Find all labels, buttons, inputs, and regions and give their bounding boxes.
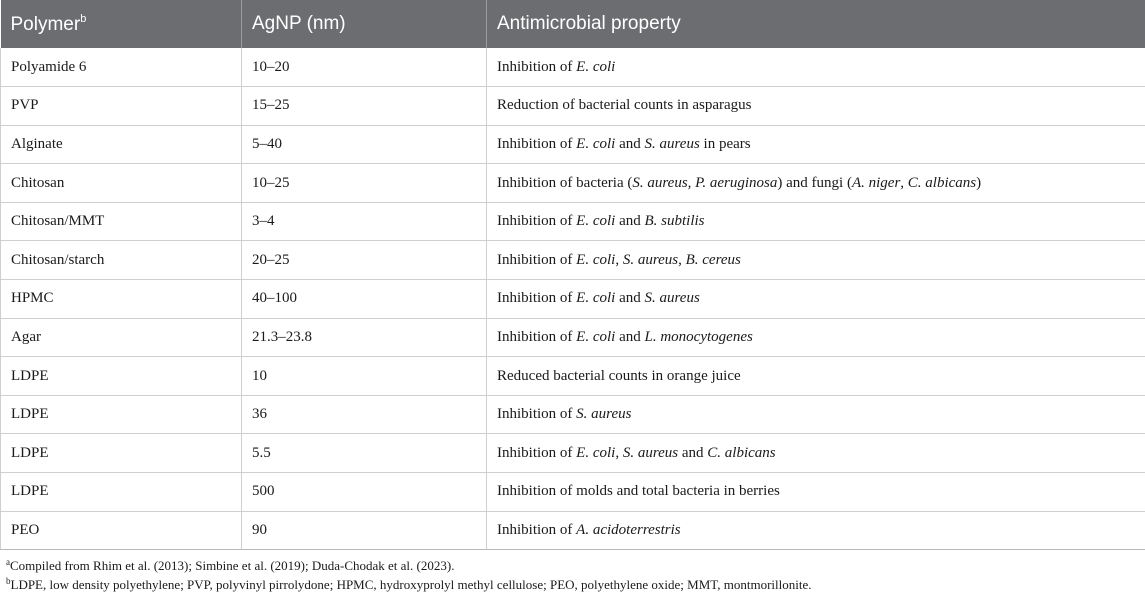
cell-polymer: Polyamide 6: [1, 48, 242, 87]
footnote-b: [6, 576, 812, 593]
property-text: ,: [900, 174, 908, 191]
property-text: and: [615, 135, 645, 152]
organism-name: S. aureus: [644, 135, 700, 152]
property-text: Inhibition of: [497, 406, 577, 423]
organism-name: S. aureus: [622, 251, 679, 268]
table-row: [1, 318, 1145, 357]
cell-polymer: Chitosan/MMT: [1, 202, 242, 241]
organism-name: E. coli: [576, 444, 616, 461]
cell-agnp: 3–4: [242, 202, 487, 241]
organism-name: A. acidoterrestris: [576, 521, 681, 538]
organism-name: S. aureus: [576, 406, 632, 423]
cell-agnp: 500: [242, 473, 487, 512]
header-agnp: AgNP (nm): [242, 0, 487, 48]
cell-antimicrobial-property: [487, 395, 1145, 434]
footnote-a: [6, 557, 454, 574]
table-row: [1, 395, 1145, 434]
cell-agnp: 40–100: [242, 280, 487, 319]
property-text: ,: [678, 251, 686, 268]
organism-name: S. aureus: [644, 290, 700, 307]
property-text: Inhibition of: [497, 58, 577, 75]
organism-name: L. monocytogenes: [644, 328, 753, 345]
cell-agnp: 90: [242, 511, 487, 550]
table-row: [1, 241, 1145, 280]
cell-agnp: 5–40: [242, 125, 487, 164]
cell-agnp: 15–25: [242, 87, 487, 126]
organism-name: A. niger: [851, 174, 901, 191]
header-polymer-footnote-mark: b: [80, 12, 87, 25]
cell-antimicrobial-property: [487, 164, 1145, 203]
table-row: [1, 357, 1145, 396]
table-body: [1, 48, 1145, 550]
organism-name: E. coli: [576, 58, 616, 75]
cell-polymer: LDPE: [1, 473, 242, 512]
organism-name: E. coli: [576, 328, 616, 345]
table-row: [1, 473, 1145, 512]
cell-antimicrobial-property: [487, 357, 1145, 396]
cell-polymer: Chitosan/starch: [1, 241, 242, 280]
property-text: and: [678, 444, 708, 461]
table-row: [1, 202, 1145, 241]
property-text: Reduction of bacterial counts in asparagus: [497, 97, 752, 114]
property-text: Inhibition of: [497, 213, 577, 230]
cell-antimicrobial-property: [487, 48, 1145, 87]
property-text: and: [615, 290, 645, 307]
cell-antimicrobial-property: [487, 125, 1145, 164]
table-row: [1, 511, 1145, 550]
header-polymer: [1, 0, 242, 48]
property-text: ,: [615, 251, 623, 268]
property-text: Inhibition of molds and total bacteria in berries: [497, 483, 780, 500]
property-text: Inhibition of: [497, 521, 577, 538]
property-text: and: [615, 328, 645, 345]
property-text: Inhibition of: [497, 135, 577, 152]
table-row: [1, 434, 1145, 473]
cell-antimicrobial-property: [487, 280, 1145, 319]
cell-polymer: PVP: [1, 87, 242, 126]
property-text: ): [976, 174, 982, 191]
cell-antimicrobial-property: [487, 473, 1145, 512]
cell-agnp: 10: [242, 357, 487, 396]
cell-polymer: Chitosan: [1, 164, 242, 203]
organism-name: B. cereus: [685, 251, 741, 268]
organism-name: S. aureus, P. aeruginosa: [632, 174, 778, 191]
property-text: ) and fungi (: [777, 174, 852, 191]
cell-polymer: Alginate: [1, 125, 242, 164]
header-polymer-label: Polymer: [10, 13, 81, 35]
organism-name: S. aureus: [622, 444, 679, 461]
cell-antimicrobial-property: [487, 318, 1145, 357]
organism-name: E. coli: [576, 290, 616, 307]
property-text: Inhibition of: [497, 328, 577, 345]
property-text: Inhibition of: [497, 251, 577, 268]
cell-polymer: HPMC: [1, 280, 242, 319]
footnote-a-text: Compiled from Rhim et al. (2013); Simbine et al. (2019); Duda-Chodak et al. (2023).: [10, 558, 455, 573]
property-text: ,: [615, 444, 623, 461]
cell-agnp: 10–25: [242, 164, 487, 203]
property-text: Inhibition of bacteria (: [497, 174, 633, 191]
cell-agnp: 21.3–23.8: [242, 318, 487, 357]
organism-name: C. albicans: [907, 174, 977, 191]
cell-agnp: 5.5: [242, 434, 487, 473]
property-text: Inhibition of: [497, 444, 577, 461]
cell-antimicrobial-property: [487, 434, 1145, 473]
cell-polymer: LDPE: [1, 357, 242, 396]
table-row: [1, 87, 1145, 126]
cell-polymer: PEO: [1, 511, 242, 550]
header-antimicrobial-property: Antimicrobial property: [487, 0, 1145, 48]
organism-name: E. coli: [576, 251, 616, 268]
table-header-row: [1, 0, 1145, 48]
cell-polymer: Agar: [1, 318, 242, 357]
organism-name: E. coli: [576, 213, 616, 230]
organism-name: C. albicans: [707, 444, 776, 461]
footnote-b-text: LDPE, low density polyethylene; PVP, polyvinyl pirrolydone; HPMC, hydroxyprolyl methyl cellulose; PEO, polyethylene oxide; MMT, montmorillonite.: [10, 577, 812, 592]
property-text: Reduced bacterial counts in orange juice: [497, 367, 741, 384]
table-row: [1, 48, 1145, 87]
footnote-a-mark: a: [6, 557, 10, 567]
property-text: and: [615, 213, 645, 230]
property-text: in pears: [699, 135, 751, 152]
cell-antimicrobial-property: [487, 202, 1145, 241]
organism-name: B. subtilis: [644, 213, 705, 230]
table-row: [1, 125, 1145, 164]
cell-agnp: 20–25: [242, 241, 487, 280]
cell-antimicrobial-property: [487, 511, 1145, 550]
property-text: Inhibition of: [497, 290, 577, 307]
organism-name: E. coli: [576, 135, 616, 152]
footnote-b-mark: b: [6, 576, 11, 586]
cell-polymer: LDPE: [1, 395, 242, 434]
cell-agnp: 10–20: [242, 48, 487, 87]
table-row: [1, 164, 1145, 203]
cell-agnp: 36: [242, 395, 487, 434]
cell-polymer: LDPE: [1, 434, 242, 473]
cell-antimicrobial-property: [487, 241, 1145, 280]
cell-antimicrobial-property: [487, 87, 1145, 126]
table-row: [1, 280, 1145, 319]
